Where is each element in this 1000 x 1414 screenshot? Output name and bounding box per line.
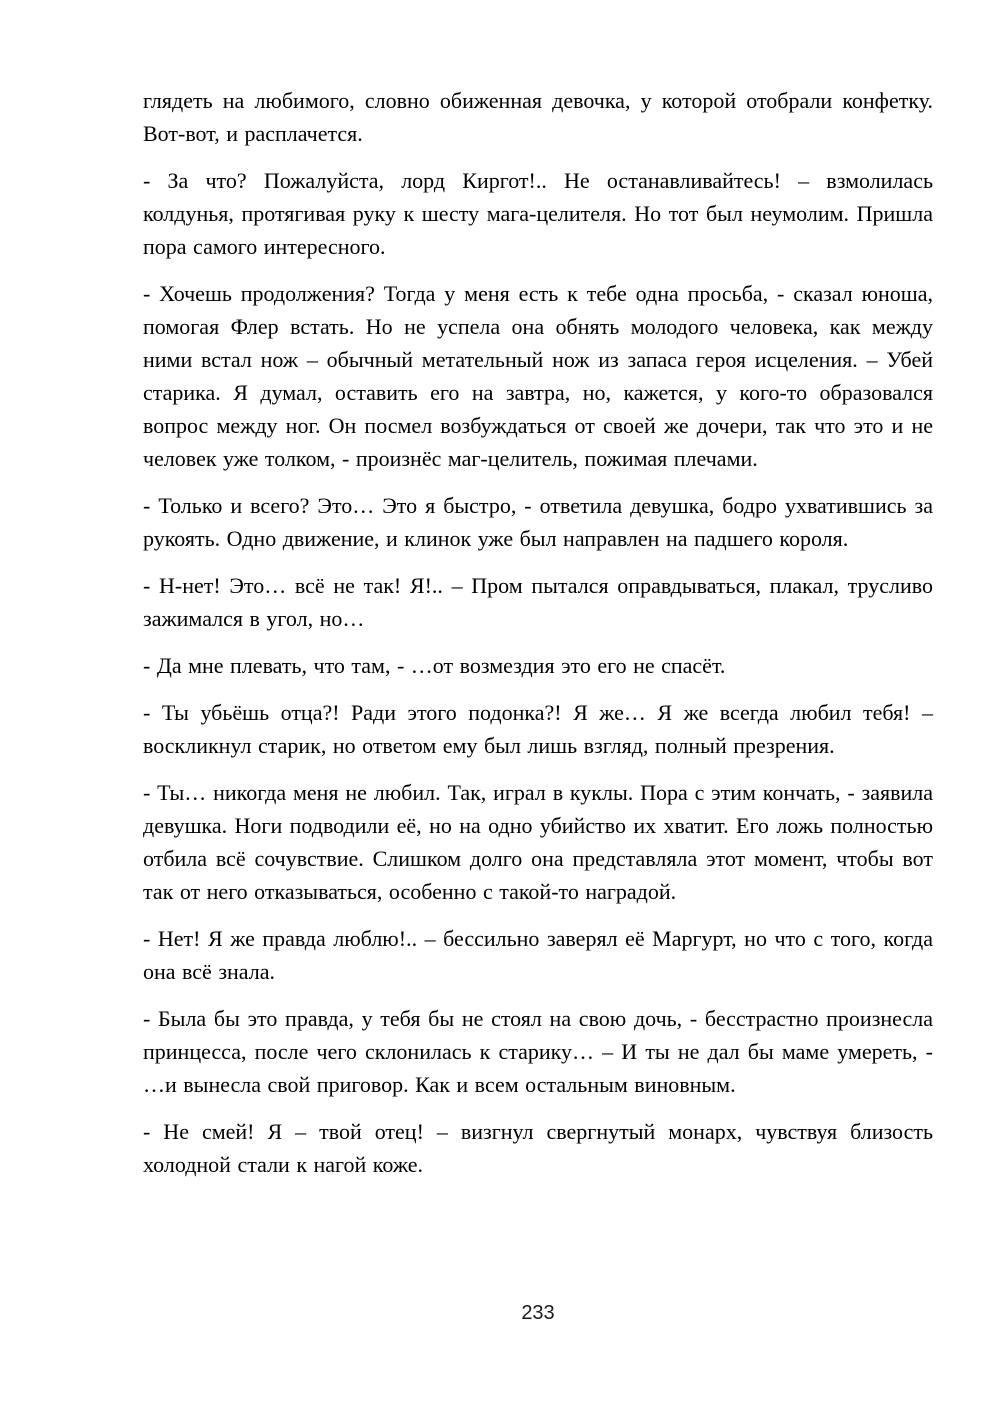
paragraph: - Нет! Я же правда люблю!.. – бессильно заверял её Маргурт, но что с того, когда она всё знала. bbox=[143, 926, 933, 984]
paragraph: - Только и всего? Это… Это я быстро, - ответила девушка, бодро ухватившись за рукоять. Одно движение, и клинок уже был направлен на падшего короля. bbox=[143, 493, 933, 551]
paragraph: - Была бы это правда, у тебя бы не стоял на свою дочь, - бесстрастно произнесла принцесса, после чего склонилась к старику… – И ты не дал бы маме умереть, - …и вынесла свой приговор. Как и всем остальным виновным. bbox=[143, 1006, 933, 1097]
text-block bbox=[143, 84, 933, 1195]
paragraph: - Хочешь продолжения? Тогда у меня есть к тебе одна просьба, - сказал юноша, помогая Флер встать. Но не успела она обнять молодого человека, как между ними встал нож – обычный метательный нож из запаса героя исцеления. – Убей старика. Я думал, оставить его на завтра, но, кажется, у кого-то образовался вопрос между ног. Он посмел возбуждаться от своей же дочери, так что это и не человек уже толком, - произнёс маг-целитель, пожимая плечами. bbox=[143, 281, 933, 471]
paragraph: - Ты… никогда меня не любил. Так, играл в куклы. Пора с этим кончать, - заявила девушка. Ноги подводили её, но на одно убийство их хватит. Его ложь полностью отбила всё сочувствие. Слишком долго она представляла этот момент, чтобы вот так от него отказываться, особенно с такой-то наградой. bbox=[143, 780, 933, 904]
page-number: 233 bbox=[521, 1302, 555, 1324]
paragraph: - Ты убьёшь отца?! Ради этого подонка?! Я же… Я же всегда любил тебя! – воскликнул старик, но ответом ему был лишь взгляд, полный презрения. bbox=[143, 700, 933, 758]
paragraph: - Н-нет! Это… всё не так! Я!.. – Пром пытался оправдываться, плакал, трусливо зажимался в угол, но… bbox=[143, 573, 933, 631]
paragraph: - Не смей! Я – твой отец! – визгнул свергнутый монарх, чувствуя близость холодной стали к нагой коже. bbox=[143, 1119, 933, 1177]
paragraph: - За что? Пожалуйста, лорд Киргот!.. Не останавливайтесь! – взмолилась колдунья, протягивая руку к шесту мага-целителя. Но тот был неумолим. Пришла пора самого интересного. bbox=[143, 168, 933, 259]
paragraph: глядеть на любимого, словно обиженная девочка, у которой отобрали конфетку. Вот-вот, и расплачется. bbox=[143, 88, 933, 146]
paragraph: - Да мне плевать, что там, - …от возмездия это его не спасёт. bbox=[143, 653, 726, 678]
